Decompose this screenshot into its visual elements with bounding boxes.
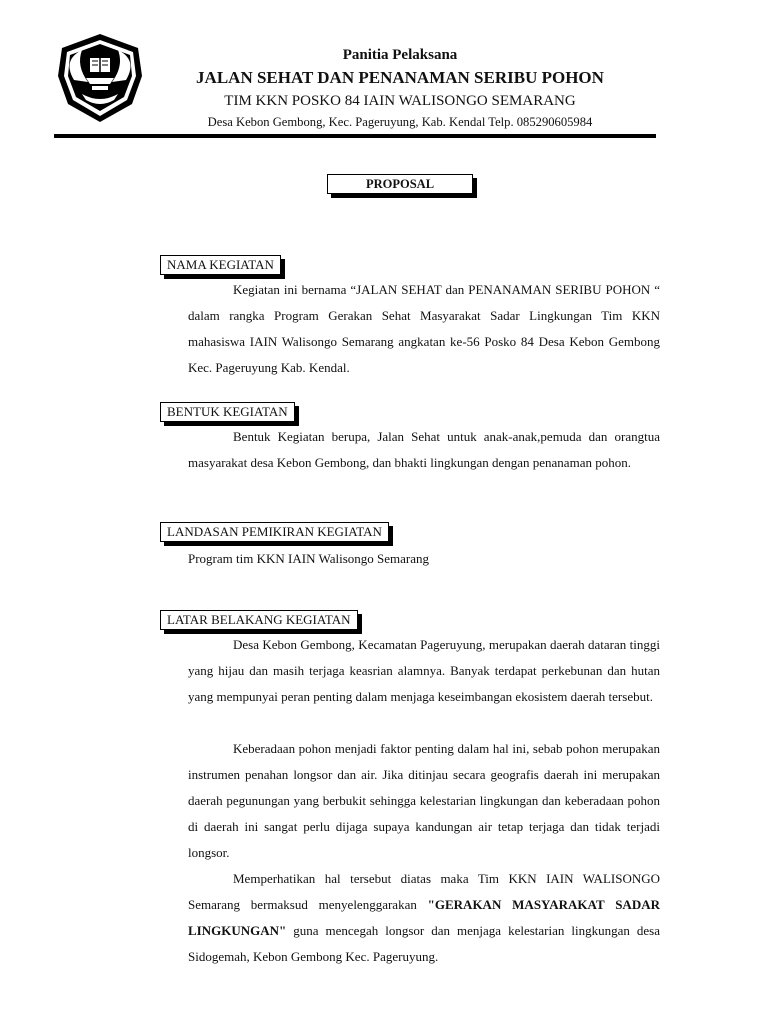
landasan-pemikiran-text: Program tim KKN IAIN Walisongo Semarang <box>188 551 429 566</box>
letterhead-divider <box>54 134 656 138</box>
proposal-label: PROPOSAL <box>327 174 473 194</box>
address-line: Desa Kebon Gembong, Kec. Pageruyung, Kab. Kendal Telp. 085290605984 <box>207 115 593 129</box>
iain-walisongo-emblem <box>52 30 148 126</box>
letterhead <box>150 44 650 132</box>
event-title: JALAN SEHAT DAN PENANAMAN SERIBU POHON <box>196 68 604 87</box>
paragraph-3-end: guna mencegah longsor dan menjaga kelestarian lingkungan desa Sidogemah, Kebon Gembong Kec. Pageruyung. <box>188 923 660 964</box>
latar-belakang-paragraph-1: Desa Kebon Gembong, Kecamatan Pageruyung, merupakan daerah dataran tinggi yang hijau dan masih terjaga keasrian alamnya. Banyak terdapat perkebunan dan hutan yang mempunyai peran penting dalam menjaga keseimbangan ekosistem daerah tersebut. <box>188 637 660 704</box>
latar-belakang-paragraph-3 <box>188 866 660 970</box>
latar-belakang-paragraph-2: Keberadaan pohon menjadi faktor penting dalam hal ini, sebab pohon merupakan instrumen penahan longsor dan air. Jika ditinjau secara geografis daerah ini merupakan daerah pegunungan yang berbukit sehingga kelestarian lingkungan dan keberadaan pohon di daerah ini sangat perlu dijaga supaya kandungan air tetap terjaga dan tidak terjadi longsor. <box>188 741 660 860</box>
section-heading-latar-belakang: LATAR BELAKANG KEGIATAN <box>160 610 358 630</box>
committee-label: Panitia Pelaksana <box>342 47 458 63</box>
nama-kegiatan-text: Kegiatan ini bernama “JALAN SEHAT dan PENANAMAN SERIBU POHON “ dalam rangka Program Gerakan Sehat Masyarakat Sadar Lingkungan Tim KKN mahasiswa IAIN Walisongo Semarang angkatan ke-56 Posko 84 Desa Kebon Gembong Kec. Pageruyung Kab. Kendal. <box>188 282 660 375</box>
paragraph-3-start: Memperhatikan hal tersebut diatas maka Tim KKN IAIN WALISONGO Semarang bermaksud menyelenggarakan <box>188 871 660 912</box>
team-name: TIM KKN POSKO 84 IAIN WALISONGO SEMARANG <box>224 93 576 109</box>
section-heading-bentuk-kegiatan: BENTUK KEGIATAN <box>160 402 295 422</box>
section-heading-nama-kegiatan: NAMA KEGIATAN <box>160 255 281 275</box>
bentuk-kegiatan-text: Bentuk Kegiatan berupa, Jalan Sehat untuk anak-anak,pemuda dan orangtua masyarakat desa Kebon Gembong, dan bhakti lingkungan dengan penanaman pohon. <box>188 429 660 470</box>
section-heading-landasan-pemikiran: LANDASAN PEMIKIRAN KEGIATAN <box>160 522 389 542</box>
campaign-name: "GERAKAN MASYARAKAT SADAR LINGKUNGAN" <box>188 897 660 938</box>
